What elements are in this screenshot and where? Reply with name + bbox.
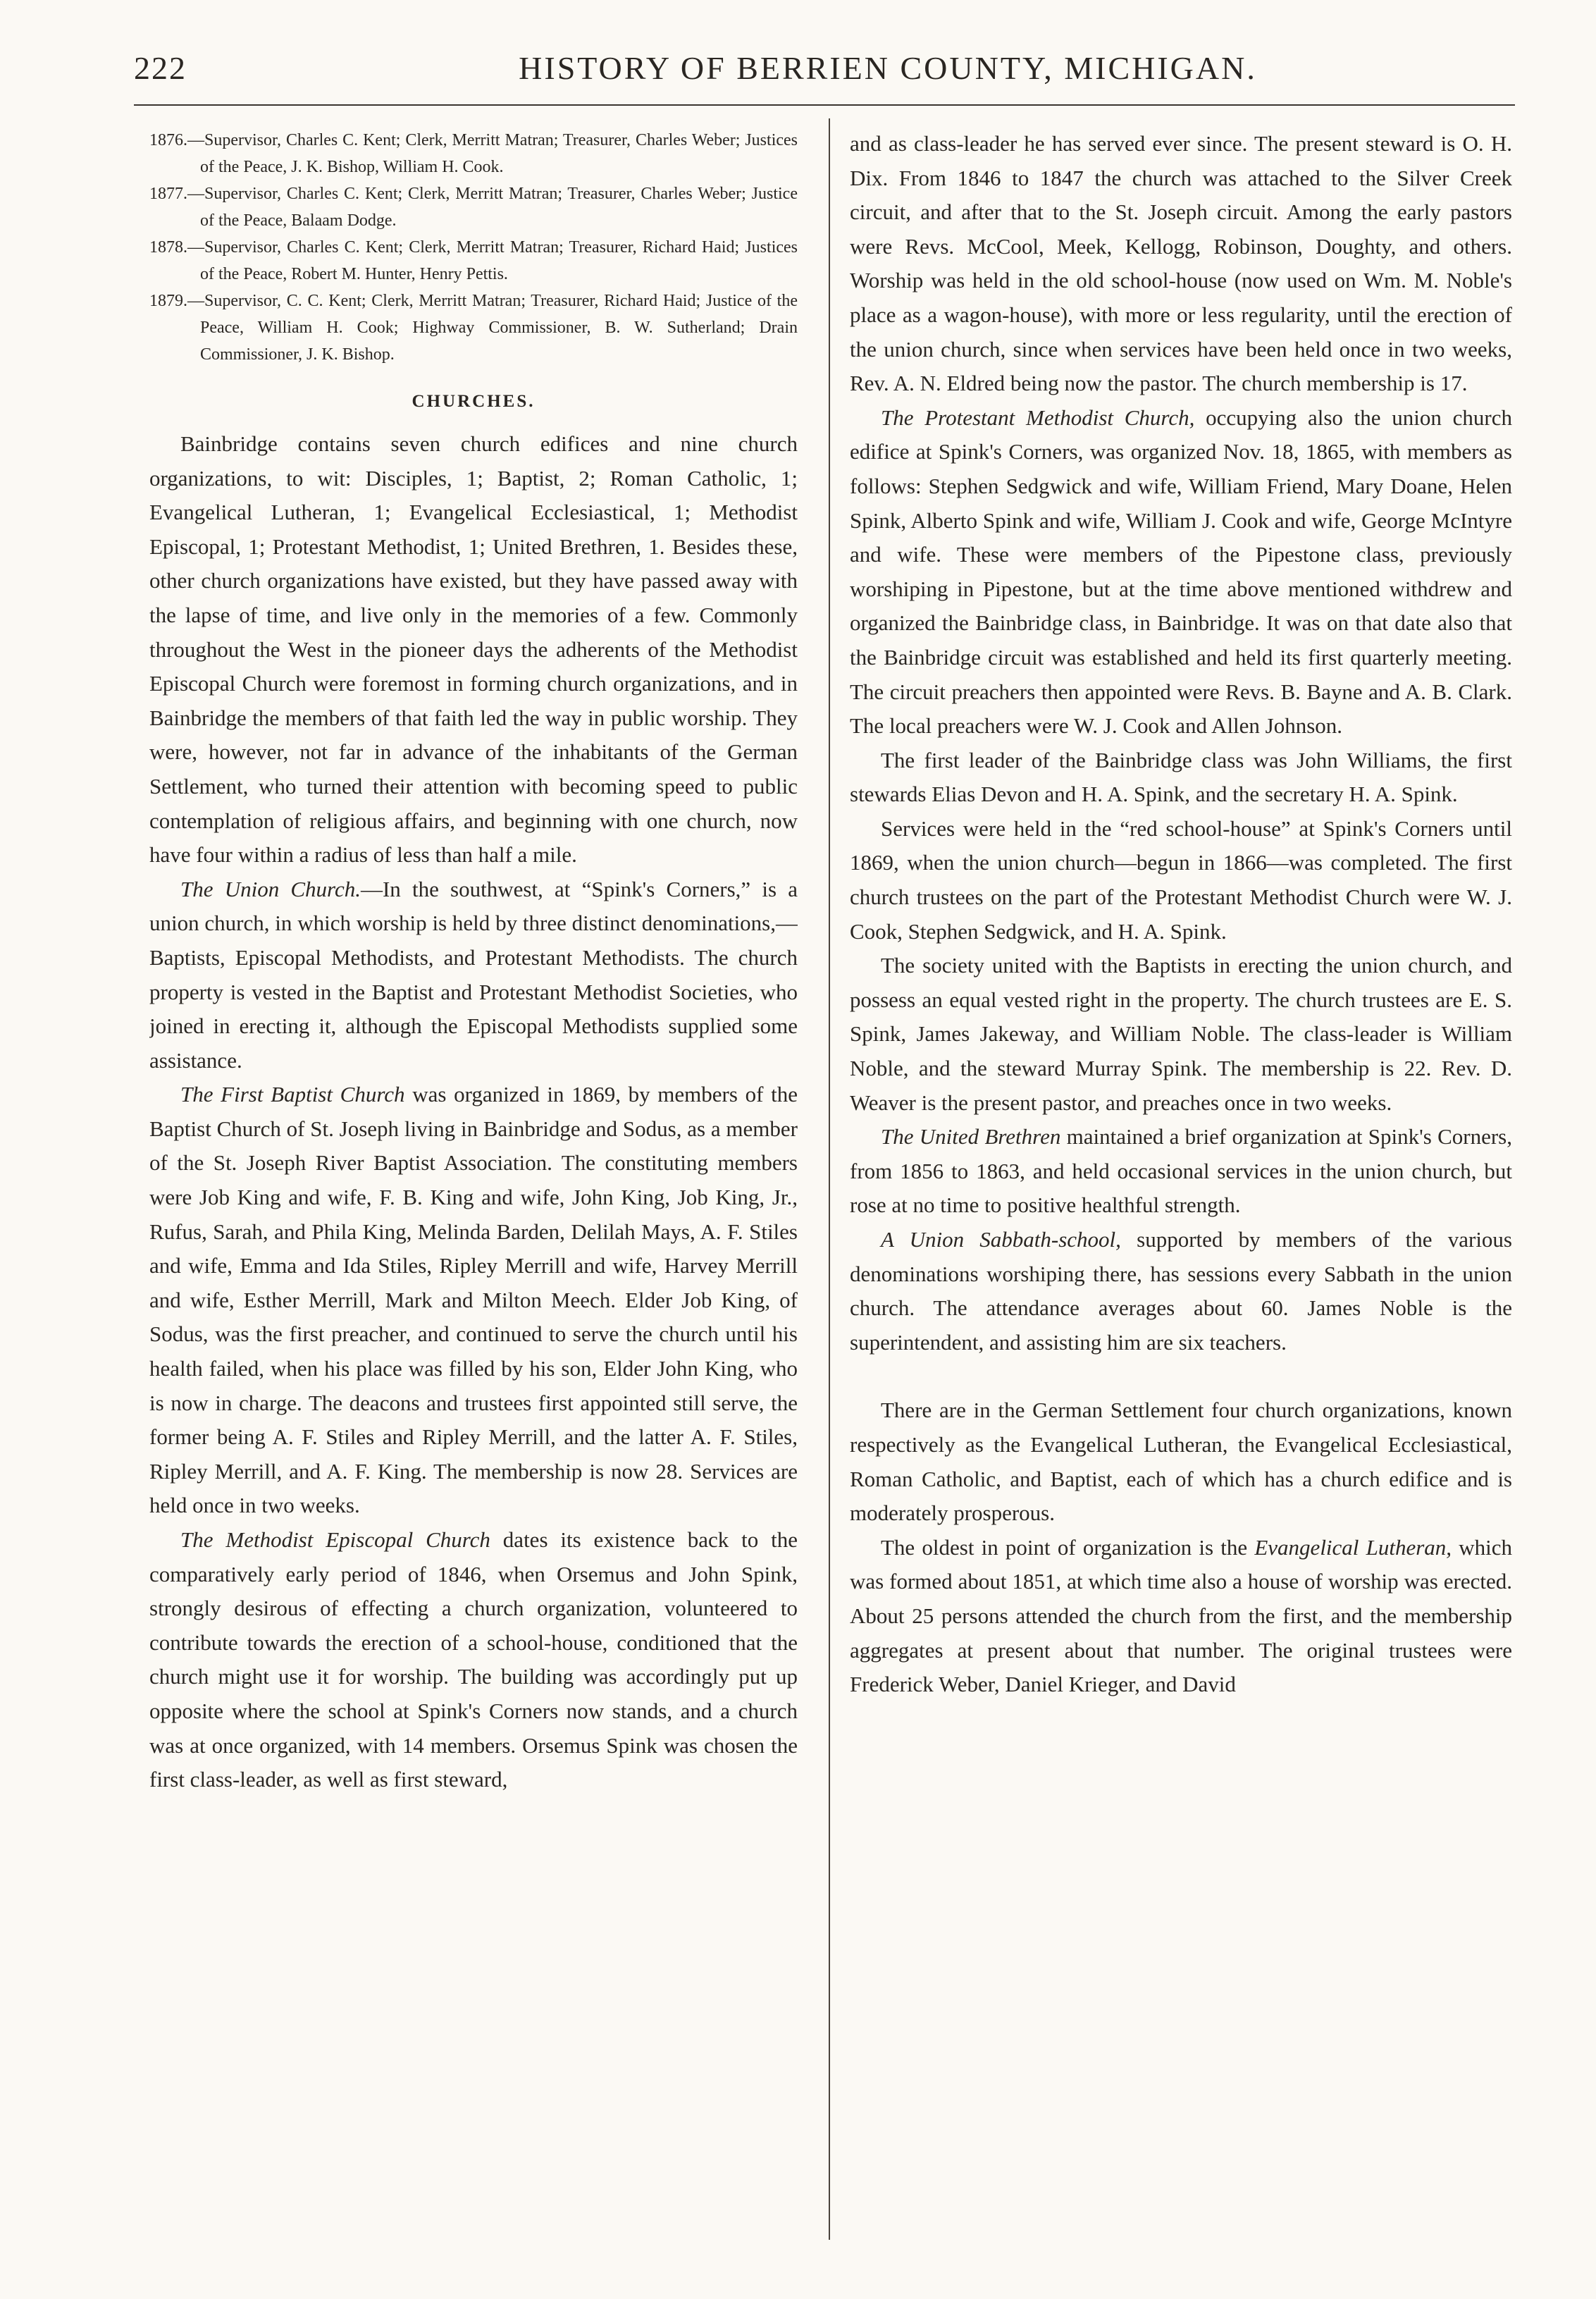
protestant-methodist-paragraph xyxy=(850,401,1512,744)
united-brethren-text: maintained a brief organization at Spink's Corners, from 1856 to 1863, and held occasional services in the union church, but rose at no time to positive healthful strength. xyxy=(850,1124,1512,1218)
union-church-text: —In the southwest, at “Spink's Corners,” is a union church, in which worship is held by three distinct denominations,—Baptists, Episcopal Methodists, and Protestant Methodists. The church property is vested in the Baptist and Protestant Methodist Societies, who joined in erecting it, although the Episcopal Methodists supplied some assistance. xyxy=(149,876,798,1073)
running-title: HISTORY OF BERRIEN COUNTY, MICHIGAN. xyxy=(519,50,1257,86)
united-brethren-title: The United Brethren xyxy=(881,1124,1061,1150)
evangelical-lutheran-text: which was formed about 1851, at which time also a house of worship was erected. About 25 persons attended the church from the first, and the membership aggregates at present about that number. The original trustees were Frederick Weber, Daniel Krieger, and David xyxy=(850,1534,1512,1697)
officer-entry-1876: 1876.—Supervisor, Charles C. Kent; Clerk, Merritt Matran; Treasurer, Charles Weber; Justices of the Peace, J. K. Bishop, William H. Cook. xyxy=(149,131,798,176)
methodist-episcopal-text: dates its existence back to the comparatively early period of 1846, when Orsemus and John Spink, strongly desirous of effecting a church organization, volunteered to contribute towards the erection of a school-house, conditioned that the church might use it for worship. The building was accordingly put up opposite where the school at Spink's Corners now stands, and a church was at once organized, with 14 members. Orsemus Spink was chosen the first class-leader, as well as first steward, xyxy=(149,1527,798,1792)
officer-entry-1879: 1879.—Supervisor, C. C. Kent; Clerk, Merritt Matran; Treasurer, Richard Haid; Justice of the Peace, William H. Cook; Highway Commissioner, B. W. Sutherland; Drain Commissioner, J. K. Bishop. xyxy=(149,292,798,364)
evangelical-lutheran-title: Evangelical Lutheran, xyxy=(1254,1534,1452,1560)
sabbath-school-text: supported by members of the various denominations worshiping there, has sessions every Sabbath in the union church. The attendance averages about 60. James Noble is the superintendent, and assisting him are six teachers. xyxy=(850,1227,1512,1355)
first-baptist-text: was organized in 1869, by members of the Baptist Church of St. Joseph living in Bainbridge and Sodus, as a member of the St. Joseph River Baptist Association. The constituting members were Job King and wife, F. B. King and wife, John King, Job King, Jr., Rufus, Sarah, and Phila King, Melinda Barden, Delilah Mays, A. F. Stiles and wife, Emma and Ida Stiles, Ripley Merrill and wife, Harvey Merrill and wife, Esther Merrill, Mark and Milton Meech. Elder Job King, of Sodus, was the first preacher, and continued to serve the church until his health failed, when his place was filled by his son, Elder John King, who is now in charge. The deacons and trustees first appointed still serve, the former being A. F. Stiles and Ripley Merrill, and the latter A. F. Stiles, Ripley Merrill, and A. F. King. The membership is now 28. Services are held once in two weeks. xyxy=(149,1082,798,1518)
officer-entry-1878: 1878.—Supervisor, Charles C. Kent; Clerk, Merritt Matran; Treasurer, Richard Haid; Justices of the Peace, Robert M. Hunter, Henry Pettis. xyxy=(149,238,798,283)
sabbath-school-paragraph xyxy=(850,1223,1512,1360)
first-baptist-paragraph xyxy=(149,1078,798,1523)
first-leader-paragraph: The first leader of the Bainbridge class was John Williams, the first stewards Elias Devon and H. A. Spink, and the secretary H. A. Spink. xyxy=(850,747,1512,807)
page-number: 222 xyxy=(134,50,187,86)
column-divider xyxy=(829,118,830,2240)
churches-intro-paragraph: Bainbridge contains seven church edifices and nine church organizations, to wit: Disciples, 1; Baptist, 2; Roman Catholic, 1; Evangelical Lutheran, 1; Evangelical Ecclesiastical, 1; Methodist Episcopal, 1; Protestant Methodist, 1; United Brethren, 1. Besides these, other church organizations have existed, but they have passed away with the lapse of time, and live only in the memories of a few. Commonly throughout the West in the pioneer days the adherents of the Methodist Episcopal Church were foremost in forming church organizations, and in Bainbridge the members of that faith led the way in public worship. They were, however, not far in advance of the inhabitants of the German Settlement, who turned their attention with becoming speed to public contemplation of religious affairs, and beginning with one church, now have four within a radius of less than half a mile. xyxy=(149,431,798,868)
german-settlement-paragraph: There are in the German Settlement four church organizations, known respectively as the Evangelical Lutheran, the Evangelical Ecclesiastical, Roman Catholic, and Baptist, each of which has a church edifice and is moderately prosperous. xyxy=(850,1398,1512,1526)
methodist-episcopal-paragraph xyxy=(149,1523,798,1797)
union-church-title: The Union Church. xyxy=(180,876,361,901)
union-church-paragraph xyxy=(149,873,798,1078)
protestant-methodist-text: occupying also the union church edifice at Spink's Corners, was organized Nov. 18, 1865, with members as follows: Stephen Sedgwick and wife, William Friend, Mary Doane, Helen Spink, Alberto Spink and wife, William J. Cook and wife, George McIntyre and wife. These were members of the Pipestone class, previously worshiping in Pipestone, but at the time above mentioned withdrew and organized the Bainbridge class, in Bainbridge. It was on that date also that the Bainbridge circuit was established and held its first quarterly meeting. The circuit preachers then appointed were Revs. B. Bayne and A. B. Clark. The local preachers were W. J. Cook and Allen Johnson. xyxy=(850,405,1512,739)
services-paragraph: Services were held in the “red school-house” at Spink's Corners until 1869, when the union church—begun in 1866—was completed. The first church trustees on the part of the Protestant Methodist Church were W. J. Cook, Stephen Sedgwick, and H. A. Spink. xyxy=(850,815,1512,944)
first-baptist-title: The First Baptist Church xyxy=(180,1082,405,1107)
evangelical-lutheran-paragraph xyxy=(850,1531,1512,1702)
header-rule xyxy=(134,104,1515,106)
page-header xyxy=(134,49,1515,99)
sabbath-school-title: A Union Sabbath-school, xyxy=(881,1227,1121,1252)
protestant-methodist-title: The Protestant Methodist Church, xyxy=(881,405,1195,430)
officers-list xyxy=(149,127,798,368)
churches-heading: CHURCHES. xyxy=(412,392,536,411)
evangelical-lutheran-lead: The oldest in point of organization is the xyxy=(881,1534,1255,1560)
methodist-continued-paragraph: and as class-leader he has served ever since. The present steward is O. H. Dix. From 1846 to 1847 the church was attached to the Silver Creek circuit, and after that to the St. Joseph circuit. Among the early pastors were Revs. McCool, Meek, Kellogg, Robinson, Doughty, and others. Worship was held in the old school-house (now used on Wm. M. Noble's place as a wagon-house), with more or less regularity, until the erection of the union church, since when services have been held once in two weeks, Rev. A. N. Eldred being now the pastor. The church membership is 17. xyxy=(850,131,1512,396)
united-brethren-paragraph xyxy=(850,1120,1512,1223)
society-paragraph: The society united with the Baptists in erecting the union church, and possess an equal vested right in the property. The church trustees are E. S. Spink, James Jakeway, and William Noble. The class-leader is William Noble, and the steward Murray Spink. The membership is 22. Rev. D. Weaver is the present pastor, and preaches once in two weeks. xyxy=(850,953,1512,1115)
methodist-episcopal-title: The Methodist Episcopal Church xyxy=(180,1527,490,1552)
right-column xyxy=(850,127,1512,2269)
section-gap xyxy=(850,1360,1512,1393)
left-column xyxy=(149,127,798,2269)
officer-entry-1877: 1877.—Supervisor, Charles C. Kent; Clerk, Merritt Matran; Treasurer, Charles Weber; Justice of the Peace, Balaam Dodge. xyxy=(149,185,798,230)
